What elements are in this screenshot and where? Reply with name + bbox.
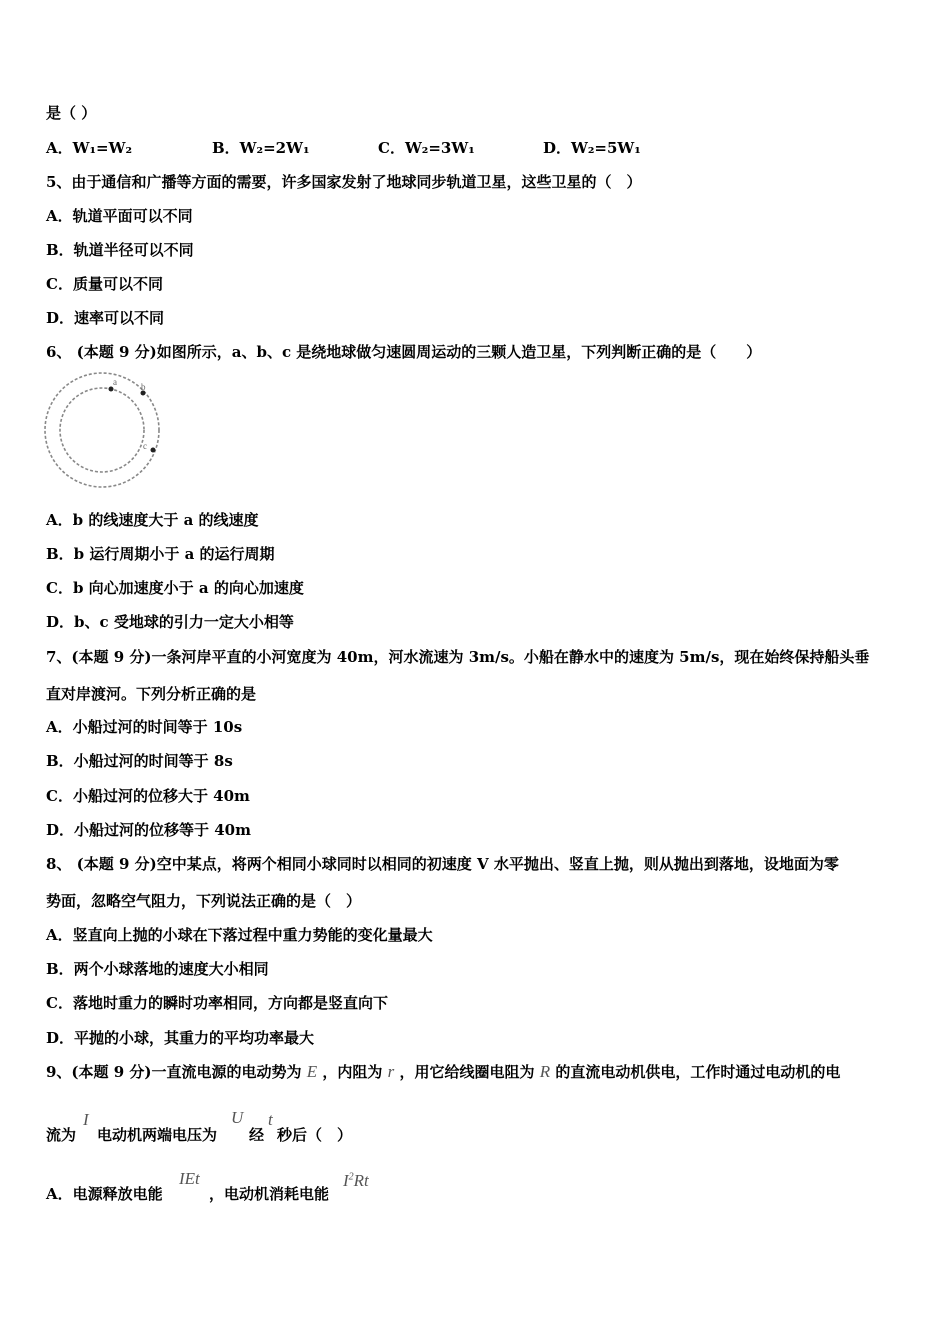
q9-text-1b: ，内阻为 xyxy=(322,1063,383,1081)
q4-option-c[interactable]: C．W₂=3W₁ xyxy=(378,139,475,157)
satellite-a xyxy=(109,387,114,392)
symbol-voltage: U xyxy=(231,1108,244,1127)
q9-text-1a: 9、(本题 9 分)一直流电源的电动势为 xyxy=(46,1063,302,1081)
expr-i2rt xyxy=(343,1171,369,1191)
expr-i2rt-base: I xyxy=(343,1171,349,1190)
q9-text-1d: 的直流电动机供电，工作时通过电动机的电 xyxy=(555,1063,841,1081)
q9-text-2d: 秒后（ ） xyxy=(277,1126,353,1144)
q6-option-d[interactable]: D．b、c 受地球的引力一定大小相等 xyxy=(46,613,294,631)
q6-option-a[interactable]: A．b 的线速度大于 a 的线速度 xyxy=(46,511,259,529)
q8-option-d[interactable]: D．平抛的小球，其重力的平均功率最大 xyxy=(46,1029,315,1047)
q4-stem-tail: 是（ ） xyxy=(46,104,97,122)
symbol-emf: E xyxy=(306,1062,318,1081)
q4-option-a[interactable]: A．W₁=W₂ xyxy=(46,139,133,157)
q9-text-2c: 经 xyxy=(249,1126,265,1144)
q6-option-b[interactable]: B．b 运行周期小于 a 的运行周期 xyxy=(46,545,275,563)
q9-text-1c: ，用它给线圈电阻为 xyxy=(399,1063,535,1081)
q8-option-c[interactable]: C．落地时重力的瞬时功率相同，方向都是竖直向下 xyxy=(46,994,388,1012)
q9-option-a-label: A．电源释放电能 xyxy=(46,1185,163,1203)
label-b: b xyxy=(141,382,146,392)
label-c: c xyxy=(143,441,147,451)
symbol-internal-resistance: r xyxy=(387,1062,395,1081)
q7-stem-line1: 7、(本题 9 分)一条河岸平直的小河宽度为 40m，河水流速为 3m/s。小船在静水中的速度为 5m/s，现在始终保持船头垂 xyxy=(46,648,870,666)
orbit-figure xyxy=(44,370,166,496)
q8-stem-line1: 8、 (本题 9 分)空中某点，将两个相同小球同时以相同的初速度 V 水平抛出、竖直上抛，则从抛出到落地，设地面为零 xyxy=(46,855,839,873)
expr-iet: IEt xyxy=(179,1169,200,1188)
q4-option-b[interactable]: B．W₂=2W₁ xyxy=(212,139,310,157)
q6-option-c[interactable]: C．b 向心加速度小于 a 的向心加速度 xyxy=(46,579,304,597)
q7-stem-line2: 直对岸渡河。下列分析正确的是 xyxy=(46,685,257,703)
q9-option-a-mid: ，电动机消耗电能 xyxy=(209,1185,330,1203)
q4-option-d[interactable]: D．W₂=5W₁ xyxy=(543,139,641,157)
q6-stem: 6、 (本题 9 分)如图所示，a、b、c 是绕地球做匀速圆周运动的三颗人造卫星，下列判断正确的是（ ） xyxy=(46,343,762,361)
expr-i2rt-tail: Rt xyxy=(353,1171,369,1190)
inner-orbit xyxy=(60,388,144,472)
symbol-current: I xyxy=(83,1110,89,1129)
q8-stem-line2: 势面，忽略空气阻力，下列说法正确的是（ ） xyxy=(46,892,362,910)
q5-option-b[interactable]: B．轨道半径可以不同 xyxy=(46,241,194,259)
q9-text-2a: 流为 xyxy=(46,1126,77,1144)
q5-option-a[interactable]: A．轨道平面可以不同 xyxy=(46,207,193,225)
q5-option-c[interactable]: C．质量可以不同 xyxy=(46,275,163,293)
q5-option-d[interactable]: D．速率可以不同 xyxy=(46,309,165,327)
q7-option-d[interactable]: D．小船过河的位移等于 40m xyxy=(46,821,251,839)
q7-option-c[interactable]: C．小船过河的位移大于 40m xyxy=(46,787,250,805)
q7-option-a[interactable]: A．小船过河的时间等于 10s xyxy=(46,718,243,736)
expr-i2rt-exp: 2 xyxy=(348,1171,354,1183)
q4-options xyxy=(0,137,950,157)
q9-stem-line1 xyxy=(46,1061,840,1082)
label-a: a xyxy=(113,377,117,387)
q8-option-b[interactable]: B．两个小球落地的速度大小相同 xyxy=(46,960,269,978)
q5-stem: 5、由于通信和广播等方面的需要，许多国家发射了地球同步轨道卫星，这些卫星的（ ） xyxy=(46,173,642,191)
symbol-time: t xyxy=(268,1110,273,1129)
q9-text-2b: 电动机两端电压为 xyxy=(97,1126,218,1144)
q7-option-b[interactable]: B．小船过河的时间等于 8s xyxy=(46,752,233,770)
symbol-coil-resistance: R xyxy=(539,1062,551,1081)
q8-option-a[interactable]: A．竖直向上抛的小球在下落过程中重力势能的变化量最大 xyxy=(46,926,433,944)
satellite-c xyxy=(151,448,156,453)
